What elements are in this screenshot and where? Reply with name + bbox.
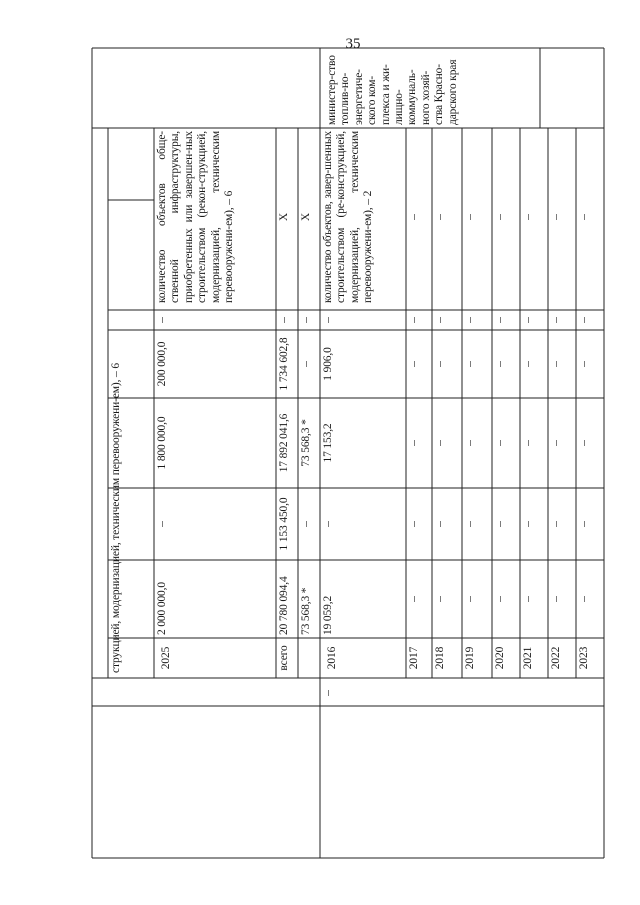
row-2025-result: количество объектов обще-ственной инфраструктуры, приобретенных или завершен-ных строительством (рекон-струкцией, модернизацией, техническим перевооружени-ем), – 6 bbox=[156, 131, 236, 303]
year-row-federal: – bbox=[494, 521, 506, 527]
row-total-mark: X bbox=[278, 212, 290, 222]
year-row-municipal: – bbox=[464, 361, 476, 367]
year-row-municipal: – bbox=[408, 361, 420, 367]
year-row-total: – bbox=[494, 596, 506, 602]
year-row-result: – bbox=[434, 214, 446, 220]
row-2016-executor: министер-ство топлив-но-энергетиче-ского ком-плекса и жи-лищно-коммуналь-ного хозяй-ства Красно-дарского края bbox=[326, 55, 459, 125]
year-row-year: 2020 bbox=[494, 646, 506, 670]
row-2025-year: 2025 bbox=[160, 646, 172, 670]
year-row-result: – bbox=[522, 214, 534, 220]
year-row-year: 2019 bbox=[464, 646, 476, 670]
year-row-result: – bbox=[408, 214, 420, 220]
table-content bbox=[92, 48, 604, 858]
year-row-federal: – bbox=[578, 521, 590, 527]
year-row-total: – bbox=[578, 596, 590, 602]
table-row bbox=[548, 48, 576, 858]
year-row-total: – bbox=[434, 596, 446, 602]
row-star-regional: 73 568,3 * bbox=[300, 419, 312, 467]
year-row-year: 2022 bbox=[550, 646, 562, 670]
row-2016-regional: 17 153,2 bbox=[322, 423, 334, 463]
year-row-regional: – bbox=[434, 440, 446, 446]
row-star-total: 73 568,3 * bbox=[300, 587, 312, 635]
year-row-total: – bbox=[550, 596, 562, 602]
year-row-municipal: – bbox=[522, 361, 534, 367]
table-row bbox=[432, 48, 462, 858]
year-row-result: – bbox=[550, 214, 562, 220]
year-row-regional: – bbox=[578, 440, 590, 446]
year-row-result: – bbox=[494, 214, 506, 220]
year-row-year: 2018 bbox=[434, 646, 446, 670]
row-2025-total: 2 000 000,0 bbox=[156, 582, 168, 635]
year-row-dash: – bbox=[522, 317, 534, 323]
year-row-year: 2017 bbox=[408, 646, 420, 670]
year-row-year: 2021 bbox=[522, 646, 534, 670]
row-2025-municipal: 200 000,0 bbox=[156, 341, 168, 387]
page-number: 35 bbox=[345, 36, 361, 52]
table-row bbox=[576, 48, 604, 858]
row-2016-total: 19 059,2 bbox=[322, 595, 334, 635]
year-row-municipal: – bbox=[494, 361, 506, 367]
row-total-municipal: 1 734 602,8 bbox=[278, 337, 290, 391]
row-2016-result: количество объектов, завер-шенных строительством (ре-конструкцией, модернизацией, техническим перевооружени-ем), – 2 bbox=[322, 131, 375, 303]
row-2025-federal: – bbox=[156, 521, 168, 527]
year-row-result: – bbox=[464, 214, 476, 220]
row-2016-municipal: 1 906,0 bbox=[322, 347, 334, 381]
row-2016-year: 2016 bbox=[326, 646, 338, 670]
year-row-regional: – bbox=[494, 440, 506, 446]
row-total-federal: 1 153 450,0 bbox=[278, 497, 290, 551]
row-total-regional: 17 892 041,6 bbox=[278, 413, 290, 473]
row-star-municipal: – bbox=[300, 361, 312, 367]
row-total-label: всего bbox=[278, 645, 290, 671]
row-star-federal: – bbox=[300, 521, 312, 527]
row-2016-lead-dash: – bbox=[322, 690, 334, 696]
top-row-result: струкцией, модернизацией, техническим перевооружени-ем), – 6 bbox=[110, 363, 122, 673]
row-2025-dash: – bbox=[156, 317, 168, 323]
year-row-federal: – bbox=[434, 521, 446, 527]
year-row-dash: – bbox=[550, 317, 562, 323]
year-row-federal: – bbox=[522, 521, 534, 527]
year-row-total: – bbox=[522, 596, 534, 602]
year-row-federal: – bbox=[408, 521, 420, 527]
row-star-dash: – bbox=[300, 317, 312, 323]
year-row-result: – bbox=[578, 214, 590, 220]
row-2025-regional: 1 800 000,0 bbox=[156, 416, 168, 470]
year-row-regional: – bbox=[550, 440, 562, 446]
year-row-dash: – bbox=[434, 317, 446, 323]
table-row bbox=[462, 48, 492, 858]
row-total-dash: – bbox=[278, 317, 290, 323]
year-row-dash: – bbox=[578, 317, 590, 323]
year-row-federal: – bbox=[464, 521, 476, 527]
table-row bbox=[406, 48, 432, 858]
row-2016-federal: – bbox=[322, 521, 334, 527]
year-row-total: – bbox=[464, 596, 476, 602]
row-total-total: 20 780 094,4 bbox=[278, 576, 290, 635]
row-star-mark: X bbox=[300, 212, 312, 222]
year-row-regional: – bbox=[464, 440, 476, 446]
table-row bbox=[520, 48, 548, 858]
year-row-regional: – bbox=[408, 440, 420, 446]
year-row-dash: – bbox=[464, 317, 476, 323]
year-row-dash: – bbox=[408, 317, 420, 323]
year-row-dash: – bbox=[494, 317, 506, 323]
year-row-municipal: – bbox=[434, 361, 446, 367]
year-row-federal: – bbox=[550, 521, 562, 527]
year-row-regional: – bbox=[522, 440, 534, 446]
table-row bbox=[492, 48, 520, 858]
year-row-total: – bbox=[408, 596, 420, 602]
row-2016-dash: – bbox=[322, 317, 334, 323]
year-row-year: 2023 bbox=[578, 646, 590, 670]
year-row-municipal: – bbox=[578, 361, 590, 367]
year-row-municipal: – bbox=[550, 361, 562, 367]
